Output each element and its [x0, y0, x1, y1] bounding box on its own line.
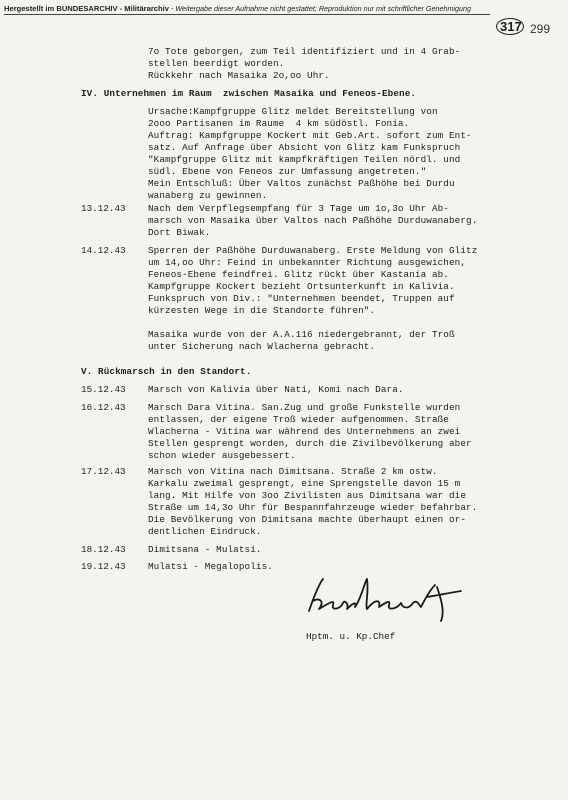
masaika-note-line: unter Sicherung nach Wlacherna gebracht. [148, 341, 376, 352]
entry-line: um 14,oo Uhr: Feind in unbekannter Richtung ausgewichen, [148, 257, 467, 268]
entry-date: 13.12.43 [81, 203, 126, 214]
section-iv-line: wanaberg zu gewinnen. [148, 190, 268, 201]
section-iv-line: satz. Auf Anfrage über Absicht von Glitz kam Funkspruch [148, 142, 461, 153]
entry-line: lang. Mit Hilfe von 3oo Zivilisten aus Dimitsana war die [148, 490, 467, 501]
section-iv-line: Mein Entschluß: Über Valtos zunächst Paßhöhe bei Durdu [148, 178, 455, 189]
entry-date: 18.12.43 [81, 544, 126, 555]
handwritten-signature [305, 575, 475, 625]
section-iv-line: südl. Ebene von Feneos zur Umfassung angetreten." [148, 166, 427, 177]
section-iv-line: 2ooo Partisanen im Raume 4 km südöstl. Fonia. [148, 118, 410, 129]
entry-line: kürzesten Wege in die Standorte führen". [148, 305, 376, 316]
entry-line: Die Bevölkerung von Dimitsana machte überhaupt einen or- [148, 514, 467, 525]
intro-line: stellen beerdigt worden. [148, 58, 285, 69]
section-v-heading: V. Rückmarsch in den Standort. [81, 366, 252, 377]
entry-line: Straße um 14,3o Uhr für Bespannfahrzeuge wieder befahrbar. [148, 502, 478, 513]
archive-stamp-notice: - Weitergabe dieser Aufnahme nicht gestattet; Reproduktion nur mit schriftlicher Genehmigung [169, 4, 472, 13]
header-divider [4, 14, 490, 15]
entry-line: Karkalu zweimal gesprengt, eine Sprengstelle davon 15 m [148, 478, 461, 489]
entry-line: Feneos-Ebene feindfrei. Glitz rückt über Kastania ab. [148, 269, 449, 280]
archive-stamp-source: Hergestellt im BUNDESARCHIV - Militärarchiv [4, 4, 169, 13]
signature-title: Hptm. u. Kp.Chef [306, 631, 396, 642]
section-iv-heading: IV. Unternehmen im Raum zwischen Masaika und Feneos-Ebene. [81, 88, 417, 99]
entry-line: schon wieder ausgebessert. [148, 450, 296, 461]
archive-number: 317 [500, 19, 522, 34]
entry-line: Stellen gesprengt worden, durch die Zivilbevölkerung aber [148, 438, 472, 449]
entry-line: Dimitsana - Mulatsi. [148, 544, 262, 555]
entry-date: 17.12.43 [81, 466, 126, 477]
section-iv-line: "Kampfgruppe Glitz mit kampfkräftigen Teilen nördl. und [148, 154, 461, 165]
entry-line: Kampfgruppe Kockert bezieht Ortsunterkunft in Kalivia. [148, 281, 455, 292]
entry-line: Funkspruch von Div.: "Unternehmen beendet, Truppen auf [148, 293, 455, 304]
entry-line: entlassen, der eigene Troß wieder aufgenommen. Straße [148, 414, 449, 425]
entry-line: Wlacherna - Vitina war während des Unternehmens an zwei [148, 426, 461, 437]
entry-date: 16.12.43 [81, 402, 126, 413]
section-iv-line: Ursache:Kampfgruppe Glitz meldet Bereitstellung von [148, 106, 438, 117]
entry-line: Marsch von Kalivia über Nati, Komi nach Dara. [148, 384, 404, 395]
page-number: 299 [530, 22, 551, 36]
entry-date: 14.12.43 [81, 245, 126, 256]
entry-line: Marsch Dara Vitina. San.Zug und große Funkstelle wurden [148, 402, 461, 413]
entry-line: Nach dem Verpflegsempfang für 3 Tage um 1o,3o Uhr Ab- [148, 203, 449, 214]
entry-line: Mulatsi - Megalopolis. [148, 561, 273, 572]
masaika-note-line: Masaika wurde von der A.A.116 niedergebrannt, der Troß [148, 329, 455, 340]
entry-line: Sperren der Paßhöhe Durduwanaberg. Erste Meldung von Glitz [148, 245, 478, 256]
archive-stamp [4, 4, 504, 13]
entry-line: dentlichen Eindruck. [148, 526, 262, 537]
entry-line: Marsch von Vitina nach Dimitsana. Straße 2 km ostw. [148, 466, 438, 477]
section-iv-line: Auftrag: Kampfgruppe Kockert mit Geb.Art. sofort zum Ent- [148, 130, 472, 141]
entry-date: 19.12.43 [81, 561, 126, 572]
intro-line: 7o Tote geborgen, zum Teil identifiziert und in 4 Grab- [148, 46, 461, 57]
entry-line: marsch von Masaika über Valtos nach Paßhöhe Durduwanaberg. [148, 215, 478, 226]
entry-line: Dort Biwak. [148, 227, 211, 238]
intro-line: Rückkehr nach Masaika 2o,oo Uhr. [148, 70, 330, 81]
entry-date: 15.12.43 [81, 384, 126, 395]
